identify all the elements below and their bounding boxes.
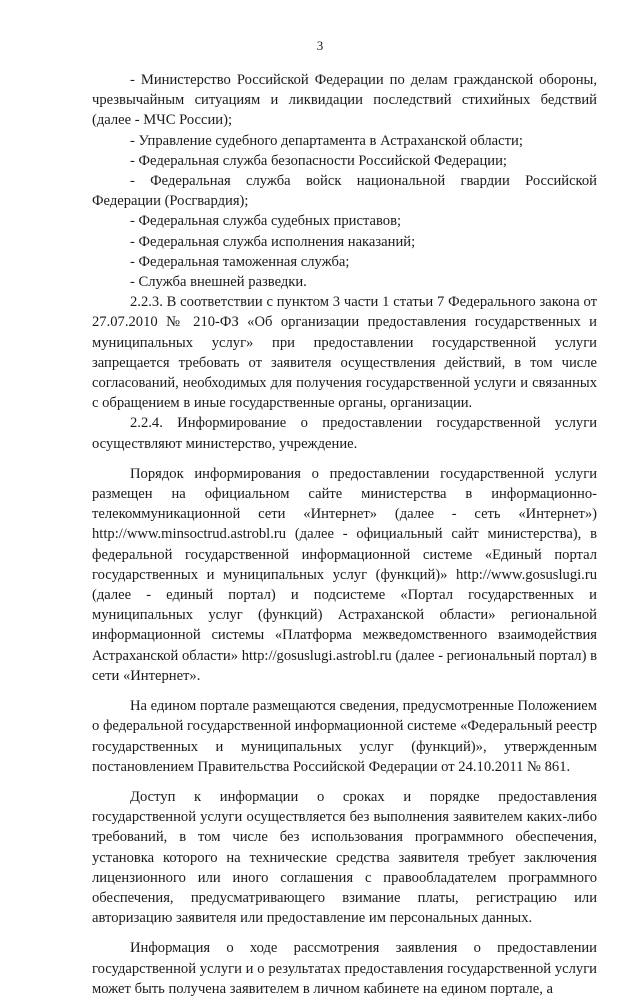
- paragraph-access-info: Доступ к информации о сроках и порядке предоставления государственной услуги осуществляется без выполнения заявителем каких-либо требований, в том числе без использования программного обеспечения, установка которого на технические средства заявителя требует заключения лицензионного или иного соглашения с правообладателем программного обеспечения, предусматривающего взимание платы, регистрацию или авторизацию заявителя или предоставление им персональных данных.: [92, 788, 597, 927]
- document-body: [92, 70, 597, 999]
- paragraph-unified-portal: На едином портале размещаются сведения, предусмотренные Положением о федеральной государственной информационной системе «Федеральный реестр государственных и муниципальных услуг (функций)», утвержденным постановлением Правительства Российской Федерации от 24.10.2011 № 861.: [92, 698, 598, 775]
- list-item-rosgvardia: - Федеральная служба войск национальной гвардии Российской Федерации (Росгвардия);: [92, 173, 597, 210]
- list-item-mchs: - Министерство Российской Федерации по делам гражданской обороны, чрезвычайным ситуациям и ликвидации последствий стихийных бедствий (далее - МЧС России);: [92, 72, 597, 129]
- paragraph-2-2-3: 2.2.3. В соответствии с пунктом 3 части 1 статьи 7 Федерального закона от 27.07.2010 № 210-ФЗ «Об организации предоставления государственных и муниципальных услуг» при предоставлении государственной услуги запрещается требовать от заявителя осуществления действий, в том числе согласований, необходимых для получения государственной услуги и связанных с обращением в иные государственные органы, организации.: [92, 294, 597, 412]
- paragraph-2-2-4: 2.2.4. Информирование о предоставлении государственной услуги осуществляют министерство, учреждение.: [92, 415, 597, 452]
- paragraph-informing-order: Порядок информирования о предоставлении государственной услуги размещен на официальном сайте министерства в информационно-телекоммуникационной сети «Интернет» (далее - сеть «Интернет») http://www.minsoctrud.astrobl.ru (далее - официальный сайт министерства), в федеральной государственной информационной системе «Единый портал государственных и муниципальных услуг (функций)» http://www.gosuslugi.ru (далее - единый портал) и подсистеме «Портал государственных и муниципальных услуг (функций) Астраханской области» региональной информационной системы «Платформа межведомственного взаимодействия Астраханской области» http://gosuslugi.astrobl.ru (далее - региональный портал) в сети «Интернет».: [92, 465, 597, 684]
- paragraph-application-progress: Информация о ходе рассмотрения заявления о предоставлении государственной услуги и о результатах предоставления государственной услуги может быть получена заявителем в личном кабинете на едином портале, а: [92, 940, 597, 997]
- list-item-fsb: - Федеральная служба безопасности Российской Федерации;: [130, 152, 507, 169]
- list-item-customs: - Федеральная таможенная служба;: [130, 253, 350, 270]
- list-item-penitentiary: - Федеральная служба исполнения наказаний;: [130, 233, 416, 250]
- list-item-bailiffs: - Федеральная служба судебных приставов;: [130, 213, 402, 230]
- list-item-foreign-intelligence: - Служба внешней разведки.: [130, 274, 307, 291]
- list-item-court-department: - Управление судебного департамента в Астраханской области;: [130, 132, 523, 149]
- page-number: 3: [316, 38, 324, 53]
